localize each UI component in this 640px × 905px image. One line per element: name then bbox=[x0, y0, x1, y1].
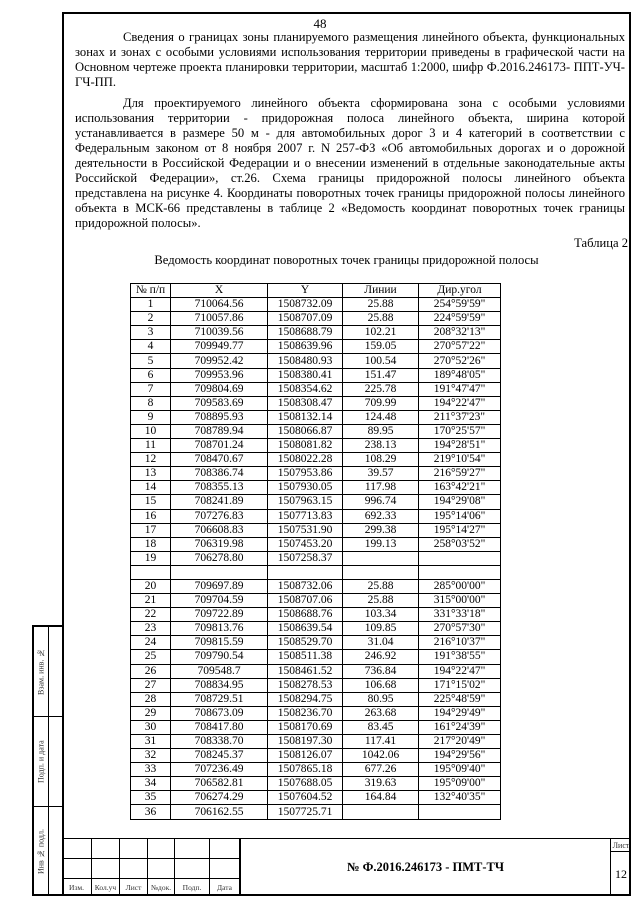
table-cell: 709.99 bbox=[343, 396, 419, 410]
table-row bbox=[131, 509, 501, 523]
table-row bbox=[131, 467, 501, 481]
table-cell: Дир.угол bbox=[419, 284, 501, 298]
table-cell: 706274.29 bbox=[171, 791, 268, 805]
table-cell: 1507865.18 bbox=[268, 763, 343, 777]
table-cell: 16 bbox=[131, 509, 171, 523]
table-cell: 270°57'30" bbox=[419, 622, 501, 636]
table-cell: 1508126.07 bbox=[268, 749, 343, 763]
table-cell: 34 bbox=[131, 777, 171, 791]
table-cell: 709804.69 bbox=[171, 382, 268, 396]
table-cell: 29 bbox=[131, 706, 171, 720]
table-cell: 117.98 bbox=[343, 481, 419, 495]
table-cell: 117.41 bbox=[343, 735, 419, 749]
table-cell: 15 bbox=[131, 495, 171, 509]
table-cell: 1508308.47 bbox=[268, 396, 343, 410]
table-row bbox=[131, 368, 501, 382]
title-block-column-label: №док. bbox=[148, 878, 175, 896]
table-cell: 194°29'08" bbox=[419, 495, 501, 509]
table-cell: 25.88 bbox=[343, 594, 419, 608]
table-cell: 708895.93 bbox=[171, 410, 268, 424]
table-row bbox=[131, 439, 501, 453]
table-row bbox=[131, 622, 501, 636]
table-cell: 708417.80 bbox=[171, 720, 268, 734]
table-header-row bbox=[131, 284, 501, 298]
table-row bbox=[131, 523, 501, 537]
table-row bbox=[131, 650, 501, 664]
table-cell: 1507531.90 bbox=[268, 523, 343, 537]
table-cell: 258°03'52" bbox=[419, 537, 501, 551]
table-cell: 710064.56 bbox=[171, 298, 268, 312]
table-cell: 27 bbox=[131, 678, 171, 692]
table-cell: 10 bbox=[131, 424, 171, 438]
table-cell bbox=[419, 551, 501, 565]
table-cell: 1507713.83 bbox=[268, 509, 343, 523]
table-cell: 195°14'27" bbox=[419, 523, 501, 537]
table-cell: 31 bbox=[131, 735, 171, 749]
table-cell: 1508461.52 bbox=[268, 664, 343, 678]
table-cell: 1 bbox=[131, 298, 171, 312]
title-block-cell bbox=[210, 838, 240, 858]
table-cell bbox=[131, 565, 171, 579]
table-row bbox=[131, 312, 501, 326]
table-title: Ведомость координат поворотных точек границы придорожной полосы bbox=[154, 253, 539, 267]
title-block-cell bbox=[62, 858, 92, 878]
table-cell: 1508294.75 bbox=[268, 692, 343, 706]
table-cell: 194°29'56" bbox=[419, 749, 501, 763]
title-block-cell bbox=[120, 838, 148, 858]
table-cell: 80.95 bbox=[343, 692, 419, 706]
table-cell: 677.26 bbox=[343, 763, 419, 777]
table-cell: 23 bbox=[131, 622, 171, 636]
table-cell: 20 bbox=[131, 579, 171, 593]
table-cell: 25.88 bbox=[343, 312, 419, 326]
title-block-cell bbox=[120, 858, 148, 878]
table-cell: 1507258.37 bbox=[268, 551, 343, 565]
sheet-label: Лист bbox=[610, 838, 631, 852]
table-cell: 216°10'37" bbox=[419, 636, 501, 650]
table-cell: 692.33 bbox=[343, 509, 419, 523]
table-cell: 18 bbox=[131, 537, 171, 551]
table-cell: 709548.7 bbox=[171, 664, 268, 678]
table-cell: 106.68 bbox=[343, 678, 419, 692]
table-cell: 708245.37 bbox=[171, 749, 268, 763]
table-cell: 709952.42 bbox=[171, 354, 268, 368]
table-cell: 708673.09 bbox=[171, 706, 268, 720]
table-cell: 1042.06 bbox=[343, 749, 419, 763]
title-block-column-label: Лист bbox=[120, 878, 148, 896]
table-cell: 1508278.53 bbox=[268, 678, 343, 692]
table-cell: 108.29 bbox=[343, 453, 419, 467]
title-block-cell bbox=[210, 858, 240, 878]
table-cell: 708386.74 bbox=[171, 467, 268, 481]
table-cell: 709815.59 bbox=[171, 636, 268, 650]
table-cell: 224°59'59" bbox=[419, 312, 501, 326]
table-cell bbox=[419, 805, 501, 819]
table-cell: 1508707.06 bbox=[268, 594, 343, 608]
table-row bbox=[131, 326, 501, 340]
table-cell: 709722.89 bbox=[171, 608, 268, 622]
document-code: № Ф.2016.246173 - ПМТ-ТЧ bbox=[240, 838, 610, 896]
table-row bbox=[131, 749, 501, 763]
table-row bbox=[131, 720, 501, 734]
table-cell: 11 bbox=[131, 439, 171, 453]
table-row bbox=[131, 495, 501, 509]
table-cell: 208°32'13" bbox=[419, 326, 501, 340]
table-cell: 708789.94 bbox=[171, 424, 268, 438]
table-cell: 219°10'54" bbox=[419, 453, 501, 467]
table-cell: 161°24'39" bbox=[419, 720, 501, 734]
table-cell: 195°09'00" bbox=[419, 777, 501, 791]
table-cell: 83.45 bbox=[343, 720, 419, 734]
table-cell: 170°25'57" bbox=[419, 424, 501, 438]
title-block-cell bbox=[175, 838, 210, 858]
table-cell: № п/п bbox=[131, 284, 171, 298]
table-cell: 1508732.09 bbox=[268, 298, 343, 312]
table-cell: 708470.67 bbox=[171, 453, 268, 467]
table-cell: 1508688.76 bbox=[268, 608, 343, 622]
table-cell: 708338.70 bbox=[171, 735, 268, 749]
table-cell: 319.63 bbox=[343, 777, 419, 791]
table-cell: 706608.83 bbox=[171, 523, 268, 537]
table-cell: 238.13 bbox=[343, 439, 419, 453]
table-cell: 22 bbox=[131, 608, 171, 622]
table-cell: 26 bbox=[131, 664, 171, 678]
table-cell: 199.13 bbox=[343, 537, 419, 551]
table-cell: 707276.83 bbox=[171, 509, 268, 523]
table-cell: 706319.98 bbox=[171, 537, 268, 551]
table-cell: 31.04 bbox=[343, 636, 419, 650]
table-cell: 1508197.30 bbox=[268, 735, 343, 749]
table-cell: 4 bbox=[131, 340, 171, 354]
table-cell: 32 bbox=[131, 749, 171, 763]
table-cell: 3 bbox=[131, 326, 171, 340]
table-cell: 1508081.82 bbox=[268, 439, 343, 453]
table-cell: 1508022.28 bbox=[268, 453, 343, 467]
table-cell: 163°42'21" bbox=[419, 481, 501, 495]
table-cell: 315°00'00" bbox=[419, 594, 501, 608]
table-cell: 24 bbox=[131, 636, 171, 650]
table-cell: 709953.96 bbox=[171, 368, 268, 382]
table-cell: 189°48'05" bbox=[419, 368, 501, 382]
table-cell: 7 bbox=[131, 382, 171, 396]
table-cell: 708355.13 bbox=[171, 481, 268, 495]
table-cell: 254°59'59" bbox=[419, 298, 501, 312]
table-cell: 331°33'18" bbox=[419, 608, 501, 622]
table-cell: 191°47'47" bbox=[419, 382, 501, 396]
paragraph: Сведения о границах зоны планируемого размещения линейного объекта, функциональных зонах и зонах с особыми условиями использования территории приведены в графической части на Основном чертеже проекта планировки территории, масштаб 1:2000, шифр Ф.2016.246173- ППТ-УЧ-ГЧ-ПП. bbox=[75, 30, 625, 89]
table-cell: 9 bbox=[131, 410, 171, 424]
table-cell: 710039.56 bbox=[171, 326, 268, 340]
table-cell: 25 bbox=[131, 650, 171, 664]
table-cell: 2 bbox=[131, 312, 171, 326]
table-row bbox=[131, 424, 501, 438]
table-row bbox=[131, 791, 501, 805]
table-cell: 109.85 bbox=[343, 622, 419, 636]
table-cell: 19 bbox=[131, 551, 171, 565]
table-row bbox=[131, 664, 501, 678]
table-cell: 30 bbox=[131, 720, 171, 734]
title-block-column-label: Кол.уч bbox=[92, 878, 120, 896]
table-row bbox=[131, 481, 501, 495]
title-block-cell bbox=[148, 838, 175, 858]
table-cell: 195°09'40" bbox=[419, 763, 501, 777]
table-cell: 706582.81 bbox=[171, 777, 268, 791]
table-row bbox=[131, 608, 501, 622]
table-cell: 1508639.96 bbox=[268, 340, 343, 354]
title-block-column-label: Дата bbox=[210, 878, 240, 896]
table-row bbox=[131, 805, 501, 819]
table-cell: 12 bbox=[131, 453, 171, 467]
table-cell: Линии bbox=[343, 284, 419, 298]
table-cell bbox=[171, 565, 268, 579]
table-cell: 225°48'59" bbox=[419, 692, 501, 706]
table-cell: 1508529.70 bbox=[268, 636, 343, 650]
table-cell: 217°20'49" bbox=[419, 735, 501, 749]
table-cell: 211°37'23" bbox=[419, 410, 501, 424]
table-cell: 102.21 bbox=[343, 326, 419, 340]
table-cell: 151.47 bbox=[343, 368, 419, 382]
table-row bbox=[131, 396, 501, 410]
table-cell: 285°00'00" bbox=[419, 579, 501, 593]
stamp-label: Взам. инв. № bbox=[36, 648, 46, 696]
table-cell: 706162.55 bbox=[171, 805, 268, 819]
table-cell: 1508170.69 bbox=[268, 720, 343, 734]
table-cell bbox=[343, 551, 419, 565]
coordinates-table bbox=[130, 283, 501, 820]
title-block bbox=[62, 838, 631, 896]
table-cell: 194°29'49" bbox=[419, 706, 501, 720]
table-cell: 1507604.52 bbox=[268, 791, 343, 805]
table-cell: 1508066.87 bbox=[268, 424, 343, 438]
table-row bbox=[131, 706, 501, 720]
table-row bbox=[131, 551, 501, 565]
table-cell: 1508480.93 bbox=[268, 354, 343, 368]
table-cell: 6 bbox=[131, 368, 171, 382]
table-cell: 103.34 bbox=[343, 608, 419, 622]
table-cell: 132°40'35" bbox=[419, 791, 501, 805]
table-row bbox=[131, 579, 501, 593]
table-row bbox=[131, 537, 501, 551]
table-cell: 191°38'55" bbox=[419, 650, 501, 664]
page-number: 48 bbox=[313, 16, 327, 31]
table-cell: 708701.24 bbox=[171, 439, 268, 453]
table-cell bbox=[343, 805, 419, 819]
table-cell: 225.78 bbox=[343, 382, 419, 396]
title-block-cell bbox=[92, 838, 120, 858]
table-cell: 171°15'02" bbox=[419, 678, 501, 692]
table-cell: 1508688.79 bbox=[268, 326, 343, 340]
table-cell: 1507963.15 bbox=[268, 495, 343, 509]
title-block-column-label: Подп. bbox=[175, 878, 210, 896]
title-block-cell bbox=[62, 838, 92, 858]
table-row bbox=[131, 453, 501, 467]
table-row bbox=[131, 382, 501, 396]
table-cell: 1507930.05 bbox=[268, 481, 343, 495]
table-cell: 709697.89 bbox=[171, 579, 268, 593]
table-cell: 1507453.20 bbox=[268, 537, 343, 551]
table-row bbox=[131, 735, 501, 749]
table-cell: 25.88 bbox=[343, 579, 419, 593]
table-cell: 1507953.86 bbox=[268, 467, 343, 481]
table-cell: 709813.76 bbox=[171, 622, 268, 636]
table-cell: 216°59'27" bbox=[419, 467, 501, 481]
table-cell: 35 bbox=[131, 791, 171, 805]
table-row bbox=[131, 763, 501, 777]
table-cell: 710057.86 bbox=[171, 312, 268, 326]
table-cell: 17 bbox=[131, 523, 171, 537]
title-block-column-label: Изм. bbox=[62, 878, 92, 896]
table-cell: 1508132.14 bbox=[268, 410, 343, 424]
table-cell: 996.74 bbox=[343, 495, 419, 509]
table-cell: 89.95 bbox=[343, 424, 419, 438]
table-row bbox=[131, 692, 501, 706]
table-cell: 270°52'26" bbox=[419, 354, 501, 368]
table-row bbox=[131, 354, 501, 368]
table-cell: 100.54 bbox=[343, 354, 419, 368]
table-cell: 1508639.54 bbox=[268, 622, 343, 636]
table-cell: 194°22'47" bbox=[419, 664, 501, 678]
table-cell: 708241.89 bbox=[171, 495, 268, 509]
table-cell: 1507688.05 bbox=[268, 777, 343, 791]
table-cell: 709949.77 bbox=[171, 340, 268, 354]
table-cell: 195°14'06" bbox=[419, 509, 501, 523]
table-cell: 13 bbox=[131, 467, 171, 481]
table-row bbox=[131, 636, 501, 650]
body-text bbox=[75, 30, 625, 231]
sheet-number: 12 bbox=[610, 852, 631, 896]
paragraph: Для проектируемого линейного объекта сформирована зона с особыми условиями использования территории - придорожная полоса линейного объекта, ширина которой устанавливается в размере 50 м - для автомобильных дорог 3 и 4 категорий в соответствии с Федеральным законом от 8 ноября 2007 г. N 257-ФЗ «Об автомобильных дорогах и о дорожной деятельности в Российской Федерации и о внесении изменений в отдельные законодательные акты Российской Федерации», ст.26. Схема границы придорожной полосы линейного объекта представлена на рисунке 4. Координаты поворотных точек границы придорожной полосы линейного объекта в МСК-66 представлены в таблице 2 «Ведомость координат поворотных точек границы придорожной полосы». bbox=[75, 96, 625, 230]
table-cell: 33 bbox=[131, 763, 171, 777]
table-cell: 709583.69 bbox=[171, 396, 268, 410]
table-cell: 707236.49 bbox=[171, 763, 268, 777]
table-cell: 194°22'47" bbox=[419, 396, 501, 410]
table-cell: 299.38 bbox=[343, 523, 419, 537]
table-caption: Таблица 2 bbox=[574, 236, 628, 250]
stamp-label: Инв № подл. bbox=[36, 829, 46, 874]
table-cell: 28 bbox=[131, 692, 171, 706]
stamp-label: Подп. и дата bbox=[36, 740, 46, 784]
table-cell: 25.88 bbox=[343, 298, 419, 312]
table-cell: 263.68 bbox=[343, 706, 419, 720]
table-cell bbox=[419, 565, 501, 579]
table-cell: 736.84 bbox=[343, 664, 419, 678]
table-cell bbox=[343, 565, 419, 579]
table-cell: 8 bbox=[131, 396, 171, 410]
table-row bbox=[131, 594, 501, 608]
table-cell: 709704.59 bbox=[171, 594, 268, 608]
table-cell: 1508732.06 bbox=[268, 579, 343, 593]
table-row bbox=[131, 410, 501, 424]
table-cell: 709790.54 bbox=[171, 650, 268, 664]
table-cell: 1508380.41 bbox=[268, 368, 343, 382]
table-cell: 21 bbox=[131, 594, 171, 608]
table-cell: 1508707.09 bbox=[268, 312, 343, 326]
table-row bbox=[131, 777, 501, 791]
table-cell: X bbox=[171, 284, 268, 298]
table-cell: Y bbox=[268, 284, 343, 298]
title-block-cell bbox=[148, 858, 175, 878]
table-cell: 246.92 bbox=[343, 650, 419, 664]
table-row bbox=[131, 678, 501, 692]
table-cell: 706278.80 bbox=[171, 551, 268, 565]
table-cell: 39.57 bbox=[343, 467, 419, 481]
table-cell: 708834.95 bbox=[171, 678, 268, 692]
table-cell: 5 bbox=[131, 354, 171, 368]
table-row bbox=[131, 565, 501, 579]
side-stamp bbox=[32, 625, 62, 896]
table-cell: 164.84 bbox=[343, 791, 419, 805]
table-cell: 1508354.62 bbox=[268, 382, 343, 396]
table-cell: 1508511.38 bbox=[268, 650, 343, 664]
table-cell: 270°57'22" bbox=[419, 340, 501, 354]
table-cell bbox=[268, 565, 343, 579]
title-block-cell bbox=[175, 858, 210, 878]
table-row bbox=[131, 298, 501, 312]
table-cell: 1507725.71 bbox=[268, 805, 343, 819]
table-cell: 1508236.70 bbox=[268, 706, 343, 720]
table-cell: 194°28'51" bbox=[419, 439, 501, 453]
table-cell: 159.05 bbox=[343, 340, 419, 354]
table-cell: 124.48 bbox=[343, 410, 419, 424]
table-row bbox=[131, 340, 501, 354]
table-cell: 708729.51 bbox=[171, 692, 268, 706]
table-cell: 14 bbox=[131, 481, 171, 495]
title-block-cell bbox=[92, 858, 120, 878]
table-cell: 36 bbox=[131, 805, 171, 819]
